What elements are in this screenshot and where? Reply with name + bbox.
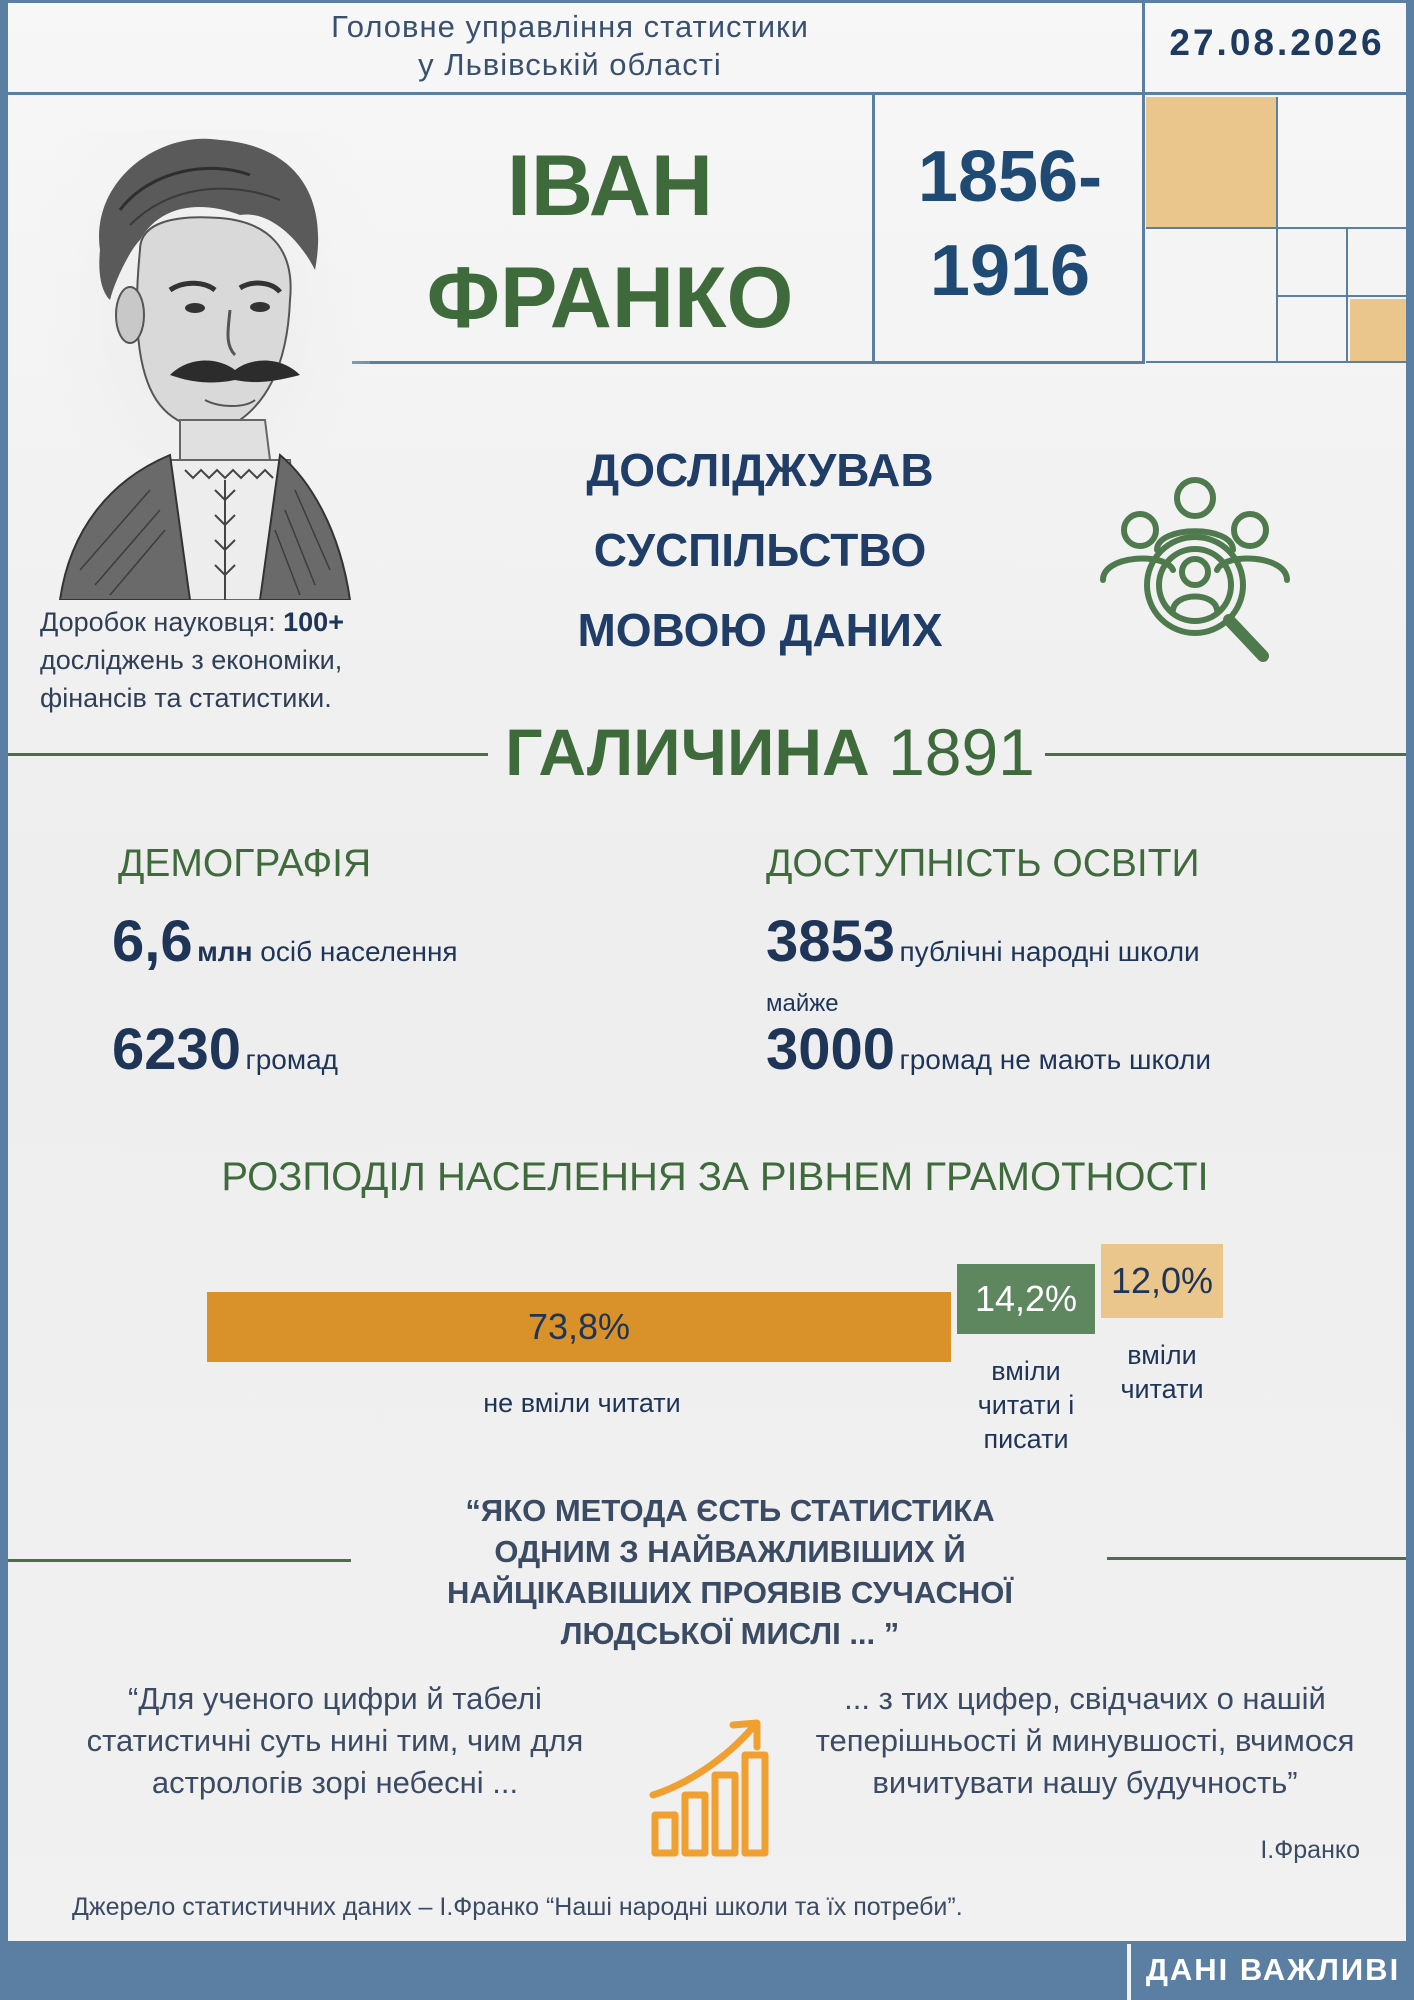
- literacy-label-line: не вміли читати: [483, 1388, 681, 1418]
- literacy-label-1: [207, 1386, 957, 1420]
- main-quote: [420, 1490, 1040, 1654]
- literacy-label-line: читати: [1120, 1374, 1204, 1404]
- literacy-label-line: вміли: [991, 1356, 1061, 1386]
- quote-line-left: [8, 1559, 351, 1562]
- headline-line-1: ДОСЛІДЖУВАВ: [586, 444, 934, 496]
- no-school-label: громад не мають школи: [899, 1044, 1211, 1075]
- name-last: ФРАНКО: [426, 250, 794, 346]
- region-name: ГАЛИЧИНА: [505, 715, 870, 789]
- main-quote-line-2: ОДНИМ З НАЙВАЖЛИВІШИХ Й: [494, 1534, 966, 1569]
- top-border: [0, 0, 1414, 3]
- headline-line-2: СУСПІЛЬСТВО: [593, 524, 927, 576]
- literacy-bar-2: 14,2%: [957, 1264, 1095, 1334]
- schools-stat: [766, 908, 1200, 975]
- header-divider: [0, 92, 1414, 95]
- literacy-bar-3: 12,0%: [1101, 1244, 1223, 1318]
- note-line-2: досліджень з економіки,: [40, 645, 343, 675]
- portrait-image: [40, 130, 370, 600]
- literacy-chart: [0, 1230, 1414, 1470]
- quote-left-line-2: статистичні суть нині тим, чим для: [86, 1723, 584, 1758]
- schools-value: 3853: [766, 909, 896, 974]
- title-divider: [872, 95, 875, 363]
- population-label: осіб населення: [260, 936, 458, 967]
- population-unit: млн: [197, 936, 253, 967]
- organization-name: [230, 8, 910, 84]
- population-stat: [112, 908, 458, 975]
- title-underline: [352, 361, 1145, 364]
- literacy-title: РОЗПОДІЛ НАСЕЛЕННЯ ЗА РІВНЕМ ГРАМОТНОСТІ: [221, 1155, 1209, 1199]
- main-quote-line-4: ЛЮДСЬКОЇ МИСЛІ ... ”: [560, 1616, 900, 1651]
- footer-label: ДАНІ ВАЖЛИВІ: [1145, 1952, 1401, 1987]
- communities-label: громад: [245, 1044, 339, 1075]
- org-line-2: у Львівській області: [418, 47, 722, 82]
- quote-left-line-1: “Для ученого цифри й табелі: [128, 1681, 542, 1716]
- deco-divider: [1142, 95, 1145, 363]
- date-divider: [1142, 0, 1145, 95]
- galicia-line-left: [8, 753, 488, 756]
- note-prefix: Доробок науковця:: [40, 607, 276, 637]
- quote-left-line-3: астрологів зорі небесні ...: [151, 1765, 519, 1800]
- region-year: 1891: [888, 715, 1035, 789]
- footer-divider: [1127, 1944, 1131, 2000]
- education-title: ДОСТУПНІСТЬ ОСВІТИ: [766, 842, 1200, 885]
- quote-right-line-3: вичитувати нашу будучность”: [872, 1765, 1298, 1800]
- demography-title: ДЕМОГРАФІЯ: [118, 842, 372, 885]
- literacy-label-line: вміли: [1127, 1340, 1197, 1370]
- quote-right-line-1: ... з тих цифер, свідчачих о нашій: [844, 1681, 1326, 1716]
- communities-value: 6230: [112, 1017, 242, 1082]
- quote-right: [780, 1678, 1390, 1804]
- no-school-stat: [766, 1016, 1211, 1083]
- data-source: Джерело статистичних даних – І.Франко “Наші народні школи та їх потреби”.: [72, 1893, 963, 1921]
- no-school-value: 3000: [766, 1017, 896, 1082]
- name-first: ІВАН: [507, 138, 713, 234]
- communities-stat: [112, 1016, 338, 1083]
- right-border: [1406, 0, 1414, 2000]
- literacy-bar-1: 73,8%: [207, 1292, 951, 1362]
- schools-label: публічні народні школи: [899, 936, 1200, 967]
- people-magnifier-icon: [1095, 470, 1295, 670]
- date: 27.08.2026: [1169, 22, 1385, 63]
- almost-label: майже: [766, 990, 839, 1017]
- galicia-line-right: [1045, 753, 1406, 756]
- quote-left: [50, 1678, 620, 1804]
- literacy-label-3: [1087, 1338, 1237, 1406]
- headline-line-3: МОВОЮ ДАНИХ: [577, 604, 943, 656]
- population-value: 6,6: [112, 909, 193, 974]
- quote-right-line-2: теперішньості й минувшості, вчимося: [815, 1723, 1355, 1758]
- galicia-title: [490, 712, 1050, 792]
- quote-line-right: [1107, 1557, 1406, 1560]
- literacy-label-line: писати: [983, 1424, 1069, 1454]
- note-line-3: фінансів та статистики.: [40, 683, 332, 713]
- birth-year: 1856-: [917, 137, 1103, 217]
- literacy-label-line: читати і: [977, 1390, 1075, 1420]
- quote-author: І.Франко: [1260, 1836, 1360, 1864]
- left-border: [0, 0, 8, 2000]
- literacy-label-2: [951, 1354, 1101, 1456]
- person-name: [350, 130, 870, 354]
- main-quote-line-3: НАЙЦІКАВІШИХ ПРОЯВІВ СУЧАСНОЇ: [447, 1575, 1013, 1610]
- growth-chart-icon: [645, 1715, 775, 1860]
- death-year: 1916: [929, 231, 1091, 311]
- note-count: 100+: [283, 607, 344, 637]
- org-line-1: Головне управління статистики: [331, 9, 809, 44]
- scholar-note: [40, 603, 460, 717]
- life-years: [880, 130, 1140, 318]
- main-quote-line-1: “ЯКО МЕТОДА ЄСТЬ СТАТИСТИКА: [465, 1493, 995, 1528]
- headline: [520, 430, 1000, 670]
